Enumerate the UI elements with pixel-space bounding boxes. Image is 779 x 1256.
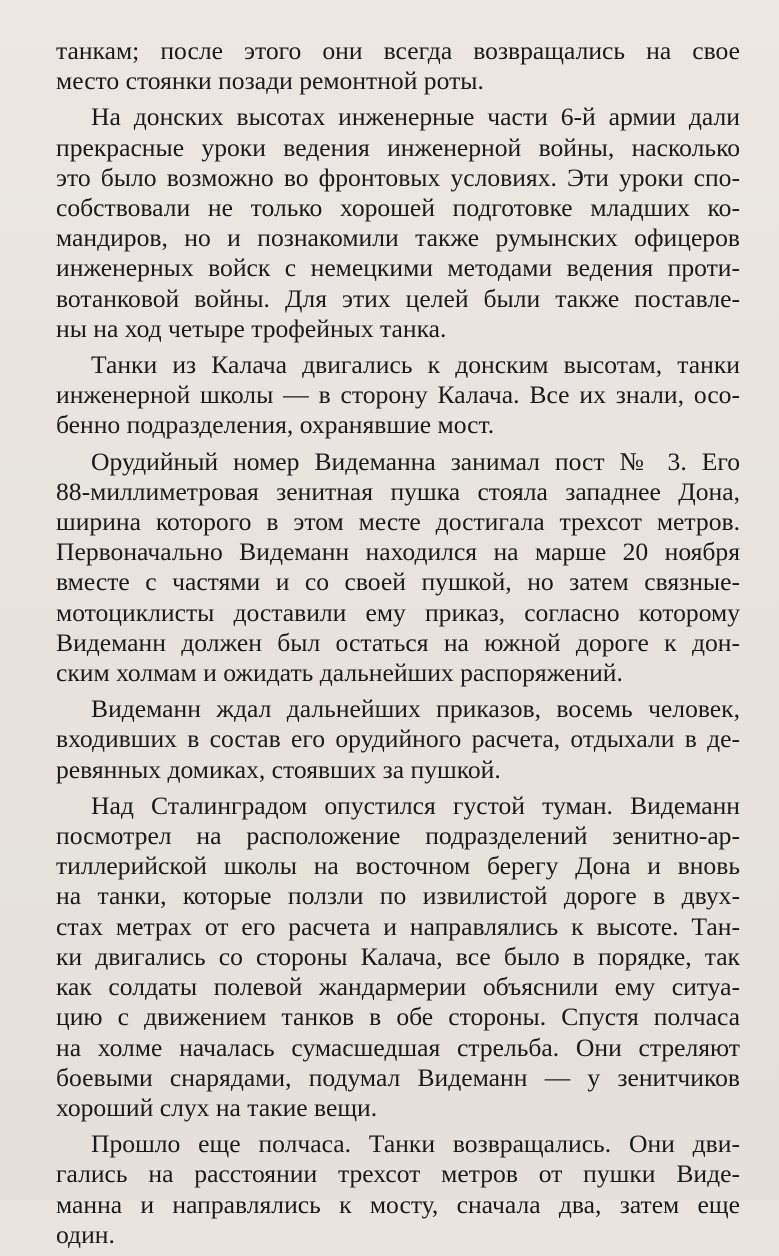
- text-line: ки двигались со стороны Калача, все было в порядке, так: [56, 941, 740, 971]
- text-line: На донских высотах инженерные части 6-й армии дали: [91, 102, 740, 132]
- text-line: боевыми снарядами, подумал Видеманн — у зенитчиков: [56, 1062, 740, 1092]
- text-line: вместе с частями и со своей пушкой, но затем связные-: [56, 567, 740, 597]
- paragraph: [56, 350, 740, 441]
- paragraph: [56, 447, 740, 689]
- text-line: 88-миллиметровая зенитная пушка стояла западнее Дона,: [56, 476, 740, 506]
- text-line: входивших в состав его орудийного расчета, отдыхали в де-: [56, 724, 740, 754]
- paragraph: [56, 36, 740, 96]
- text-line: ширина которого в этом месте достигала трехсот метров.: [56, 507, 740, 537]
- text-line: на холме началась сумасшедшая стрельба. Они стреляют: [56, 1032, 740, 1062]
- text-line: Первоначально Видеманн находился на марше 20 ноября: [56, 537, 740, 567]
- text-line: Прошло еще полчаса. Танки возвращались. Они дви-: [91, 1129, 740, 1159]
- text-line: танкам; после этого они всегда возвращались на свое: [56, 36, 740, 65]
- text-line: как солдаты полевой жандармерии объяснили ему ситуа-: [56, 972, 740, 1002]
- text-line: стах метрах от его расчета и направлялись к высоте. Тан-: [56, 911, 740, 941]
- text-line: один.: [56, 1219, 115, 1249]
- text-line: Видеманн должен был остаться на южной дороге к дон-: [56, 627, 740, 657]
- text-line: посмотрел на расположение подразделений зенитно-ар-: [56, 821, 740, 851]
- text-line: тиллерийской школы на восточном берегу Дона и вновь: [56, 851, 740, 881]
- text-line: цию с движением танков в обе стороны. Спустя полчаса: [56, 1002, 740, 1032]
- text-line: Танки из Калача двигались к донским высотам, танки: [91, 350, 740, 380]
- text-line: бенно подразделения, охранявшие мост.: [56, 410, 495, 440]
- text-line: манна и направлялись к мосту, сначала два, затем еще: [56, 1189, 740, 1219]
- text-line: собствовали не только хорошей подготовке младших ко-: [56, 193, 740, 223]
- text-line: гались на расстоянии трехсот метров от пушки Виде-: [56, 1159, 740, 1189]
- text-line: инженерной школы — в сторону Калача. Все их знали, осо-: [56, 380, 740, 410]
- text-line: Орудийный номер Видеманна занимал пост № 3. Его: [91, 446, 740, 476]
- text-line: вотанковой войны. Для этих целей были также поставле-: [56, 283, 740, 313]
- text-line: это было возможно во фронтовых условиях. Эти уроки спо-: [56, 162, 740, 192]
- text-line: Над Сталинградом опустился густой туман. Видеманн: [91, 790, 740, 820]
- text-line: мандиров, но и познакомили также румынских офицеров: [56, 223, 740, 253]
- paragraph: [56, 1129, 740, 1250]
- text-line: место стоянки позади ремонтной роты.: [56, 66, 484, 96]
- text-line: мотоциклисты доставили ему приказ, согласно которому: [56, 597, 740, 627]
- text-line: инженерных войск с немецкими методами ведения проти-: [56, 253, 740, 283]
- text-line: хороший слух на такие вещи.: [56, 1092, 378, 1122]
- text-line: ны на ход четыре трофейных танка.: [56, 313, 447, 343]
- page-text: [56, 36, 740, 1256]
- text-line: ревянных домиках, стоявших за пушкой.: [56, 754, 501, 784]
- paragraph: [56, 102, 740, 344]
- text-line: ским холмам и ожидать дальнейших распоряжений.: [56, 658, 623, 688]
- text-line: Видеманн ждал дальнейших приказов, восемь человек,: [91, 694, 740, 724]
- text-line: на танки, которые ползли по извилистой дороге в двух-: [56, 881, 740, 911]
- text-line: прекрасные уроки ведения инженерной войны, насколько: [56, 132, 740, 162]
- paragraph: [56, 791, 740, 1123]
- paragraph: [56, 694, 740, 785]
